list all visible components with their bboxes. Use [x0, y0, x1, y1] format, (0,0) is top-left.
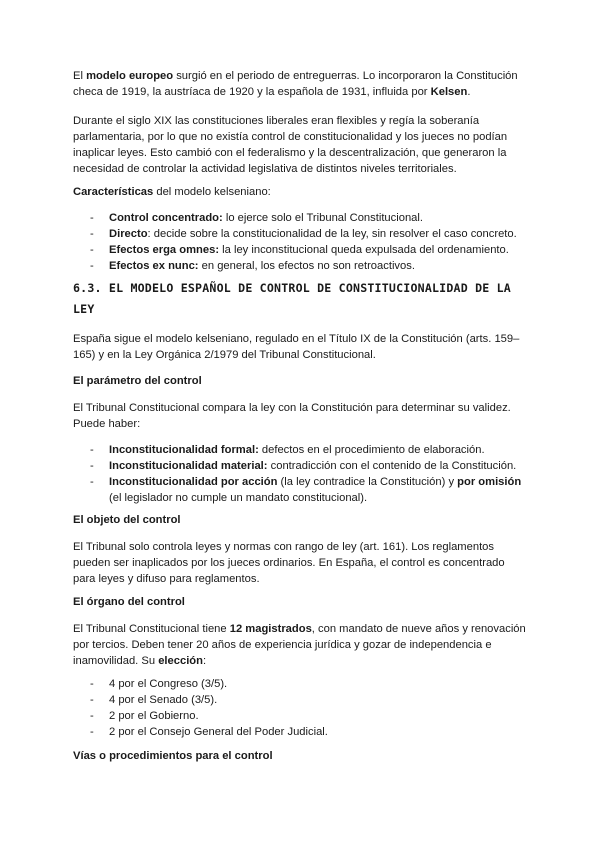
paragraph-espana: España sigue el modelo kelseniano, regulado en el Título IX de la Constitución (arts. 159–165) y en la Ley Orgánica 2/1979 del Tribunal Constitucional. [73, 333, 520, 361]
paragraph-siglo-xix: Durante el siglo XIX las constituciones liberales eran flexibles y regía la soberanía parlamentaria, por lo que no existía control de constitucionalidad y los jueces no podían inaplicar leyes. Esto cambió con el federalismo y la descentralización, que generaron la necesidad de controlar la actividad legislativa de distintos niveles territoriales. [73, 115, 508, 175]
list-eleccion [73, 676, 528, 740]
list-item: - Inconstitucionalidad por acción (la ley contradice la Constitución) y por omisión (el legislador no cumple un mandato constitucional). [73, 474, 528, 506]
list-item: - Directo: decide sobre la constitucionalidad de la ley, sin resolver el caso concreto. [73, 226, 528, 242]
list-item: - Efectos ex nunc: en general, los efectos no son retroactivos. [73, 258, 528, 274]
subheading-parametro: El parámetro del control [73, 375, 202, 387]
list-item: - Inconstitucionalidad material: contradicción con el contenido de la Constitución. [73, 458, 528, 474]
section-heading: 6.3. EL MODELO ESPAÑOL DE CONTROL DE CONSTITUCIONALIDAD DE LA LEY [73, 281, 511, 316]
list-item: - 2 por el Gobierno. [73, 708, 528, 724]
paragraph-objeto: El Tribunal solo controla leyes y normas con rango de ley (art. 161). Los reglamentos pueden ser inaplicados por los jueces ordinarios. En España, el control es concentrado para leyes y difuso para reglamentos. [73, 541, 505, 585]
subheading-organo: El órgano del control [73, 596, 185, 608]
list-item: - 4 por el Senado (3/5). [73, 692, 528, 708]
list-caracteristicas [73, 210, 528, 274]
subheading-vias: Vías o procedimientos para el control [73, 750, 273, 762]
list-item: - 2 por el Consejo General del Poder Judicial. [73, 724, 528, 740]
paragraph-modelo-europeo: El modelo europeo surgió en el periodo de entreguerras. Lo incorporaron la Constitución checa de 1919, la austríaca de 1920 y la española de 1931, influida por Kelsen. [73, 70, 518, 98]
list-item: - Efectos erga omnes: la ley inconstitucional queda expulsada del ordenamiento. [73, 242, 528, 258]
subheading-objeto: El objeto del control [73, 514, 181, 526]
paragraph-organo: El Tribunal Constitucional tiene 12 magistrados, con mandato de nueve años y renovación por tercios. Deben tener 20 años de experiencia jurídica y gozar de independencia e inamovilidad. Su elección: [73, 623, 526, 667]
list-inconstitucionalidad [73, 442, 528, 506]
list-item: - Inconstitucionalidad formal: defectos en el procedimiento de elaboración. [73, 442, 528, 458]
list-item: - 4 por el Congreso (3/5). [73, 676, 528, 692]
paragraph-caracteristicas: Características del modelo kelseniano: [73, 186, 271, 198]
list-item: - Control concentrado: lo ejerce solo el Tribunal Constitucional. [73, 210, 528, 226]
paragraph-parametro: El Tribunal Constitucional compara la ley con la Constitución para determinar su validez. Puede haber: [73, 402, 511, 430]
